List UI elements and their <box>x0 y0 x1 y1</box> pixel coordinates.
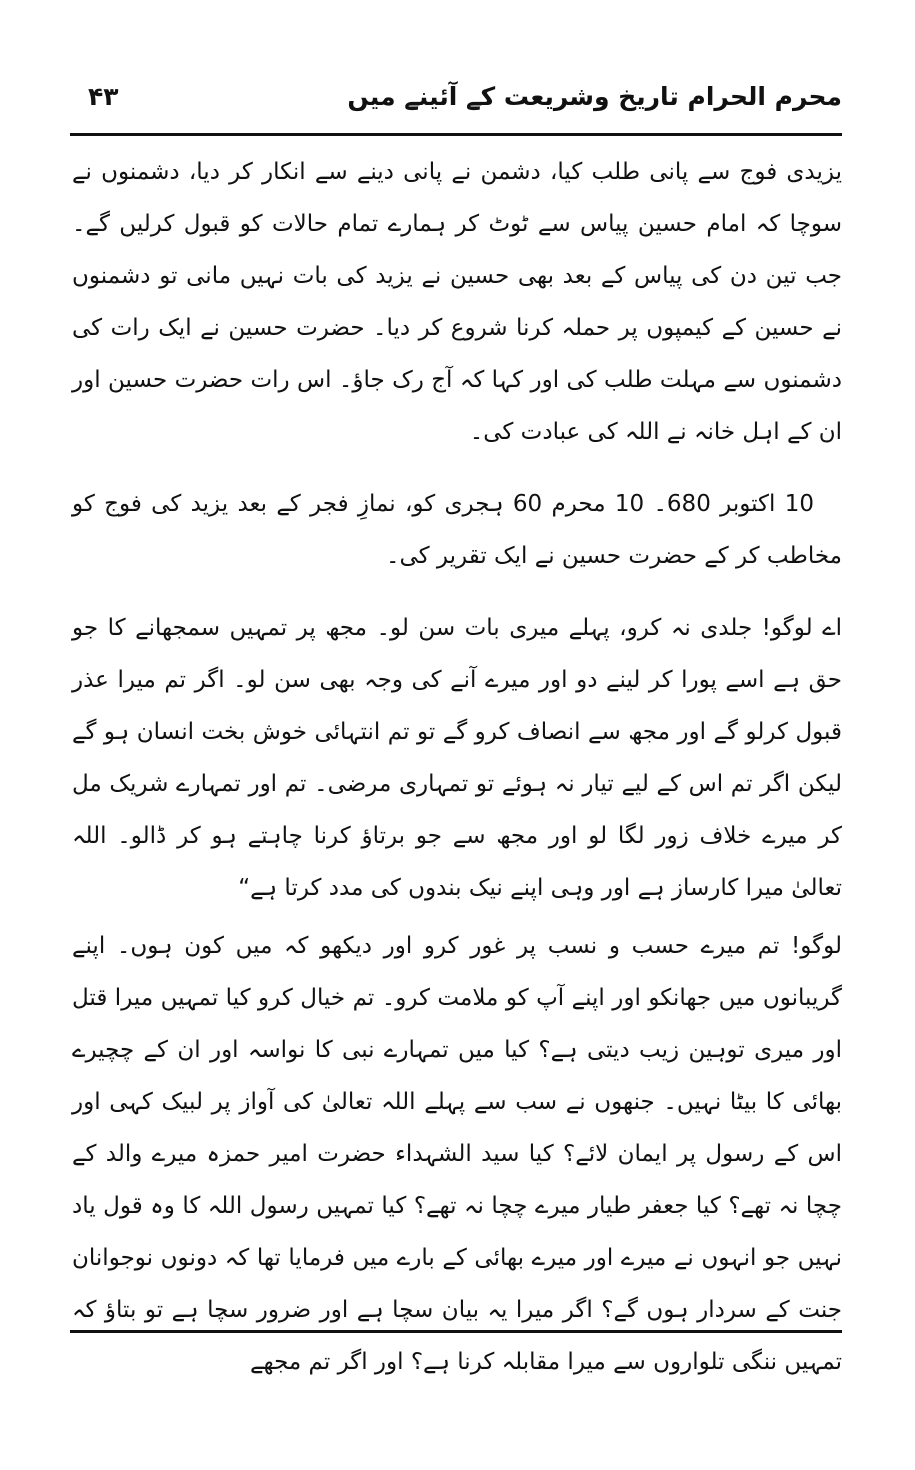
header-rule <box>70 133 842 136</box>
paragraph-siege: یزیدی فوج سے پانی طلب کیا، دشمن نے پانی دینے سے انکار کر دیا، دشمنوں نے سوچا کہ امام حسین پیاس سے ٹوٹ کر ہمارے تمام حالات کو قبول کرلیں گے۔ جب تین دن کی پیاس کے بعد بھی حسین نے یزید کی بات نہیں مانی تو دشمنوں نے حسین کے کیمپوں پر حملہ کرنا شروع کر دیا۔ حضرت حسین نے ایک رات کی دشمنوں سے مہلت طلب کی اور کہا کہ آج رک جاؤ۔ اس رات حضرت حسین اور ان کے اہل خانہ نے اللہ کی عبادت کی۔ <box>72 159 842 445</box>
paragraph-speech-intro: 10 اکتوبر 680۔ 10 محرم 60 ہجری کو، نمازِ فجر کے بعد یزید کی فوج کو مخاطب کر کے حضرت حسین نے ایک تقریر کی۔ <box>72 491 842 569</box>
page-number: ۴۳ <box>88 82 119 111</box>
paragraph-speech-part-2: لوگو! تم میرے حسب و نسب پر غور کرو اور دیکھو کہ میں کون ہوں۔ اپنے گریبانوں میں جھانکو اور اپنے آپ کو ملامت کرو۔ تم خیال کرو کیا تمہیں میرا قتل اور میری توہین زیب دیتی ہے؟ کیا میں تمہارے نبی کا نواسہ اور ان کے چچیرے بھائی کا بیٹا نہیں۔ جنھوں نے سب سے پہلے اللہ تعالیٰ کی آواز پر لبیک کہی اور اس کے رسول پر ایمان لائے؟ کیا سید الشہداء حضرت امیر حمزہ میرے والد کے چچا نہ تھے؟ کیا جعفر طیار میرے چچا نہ تھے؟ کیا تمہیں رسول اللہ کا وہ قول یاد نہیں جو انہوں نے میرے اور میرے بھائی کے بارے میں فرمایا تھا کہ دونوں نوجوانان جنت کے سردار ہوں گے؟ اگر میرا یہ بیان سچا ہے اور ضرور سچا ہے تو بتاؤ کہ تمہیں ننگی تلواروں سے میرا مقابلہ کرنا ہے؟ اور اگر تم مجھے <box>72 933 842 1375</box>
running-title: محرم الحرام تاریخ وشریعت کے آئینے میں <box>347 82 842 111</box>
paragraph-speech-part-1: اے لوگو! جلدی نہ کرو، پہلے میری بات سن لو۔ مجھ پر تمہیں سمجھانے کا جو حق ہے اسے پورا کر لینے دو اور میرے آنے کی وجہ بھی سن لو۔ اگر تم میرا عذر قبول کرلو گے اور مجھ سے انصاف کرو گے تو تم انتہائی خوش بخت انسان ہو گے لیکن اگر تم اس کے لیے تیار نہ ہوئے تو تمہاری مرضی۔ تم اور تمہارے شریک مل کر میرے خلاف زور لگا لو اور مجھ سے جو برتاؤ کرنا چاہتے ہو کر ڈالو۔ اللہ تعالیٰ میرا کارساز ہے اور وہی اپنے نیک بندوں کی مدد کرتا ہے“ <box>72 615 842 901</box>
body-text <box>72 146 842 1408</box>
page-header <box>70 72 842 132</box>
footer-rule <box>70 1330 842 1333</box>
